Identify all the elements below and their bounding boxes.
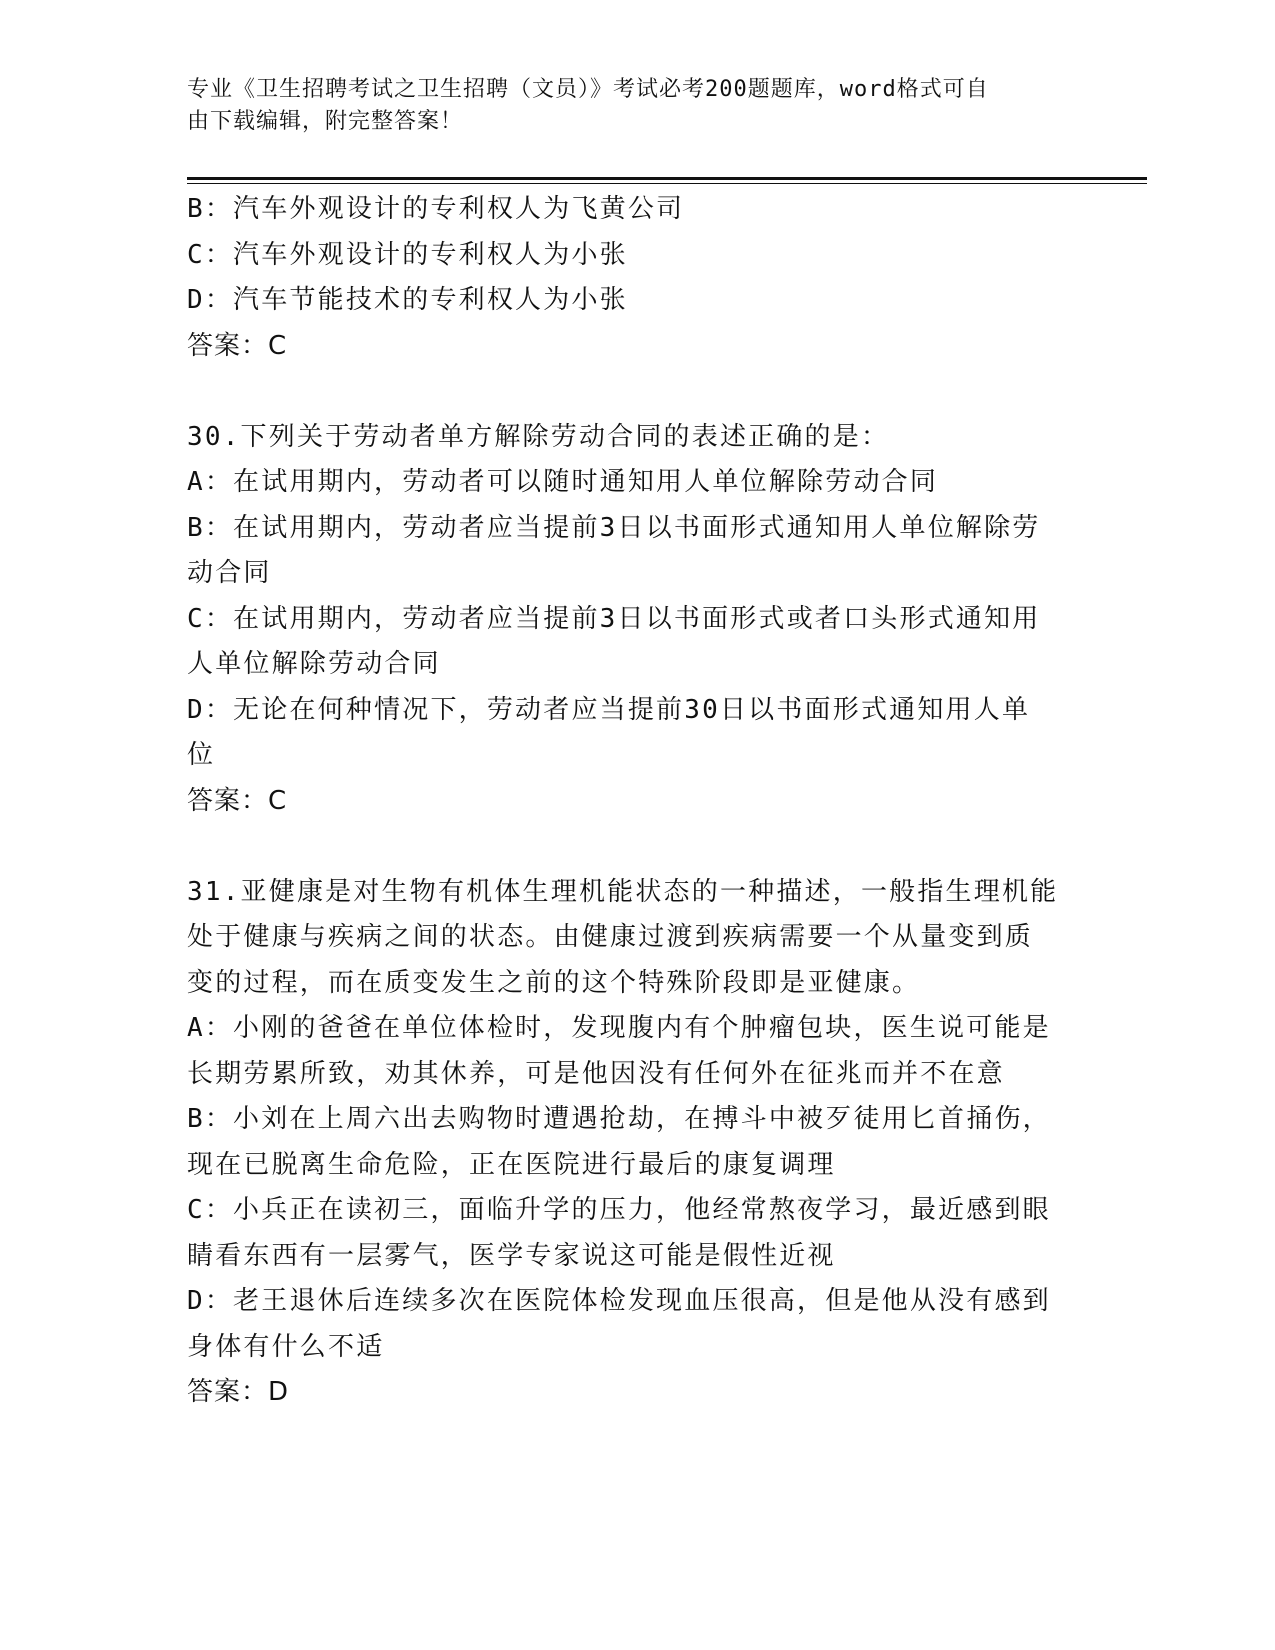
header-line: 专业《卫生招聘考试之卫生招聘（文员）》考试必考200题题库，word格式可自 xyxy=(187,77,989,102)
question-stem: 31.亚健康是对生物有机体生理机能状态的一种描述，一般指生理机能 xyxy=(187,876,1059,907)
option-b-cont: 现在已脱离生命危险，正在医院进行最后的康复调理 xyxy=(187,1149,836,1180)
option-a: A：在试用期内，劳动者可以随时通知用人单位解除劳动合同 xyxy=(187,467,939,497)
spacer xyxy=(187,369,1067,415)
spacer xyxy=(187,824,1067,870)
option-c-cont: 睛看东西有一层雾气，医学专家说这可能是假性近视 xyxy=(187,1240,836,1271)
document-body xyxy=(187,187,1067,1416)
page-header xyxy=(187,74,1067,138)
question-stem-cont: 处于健康与疾病之间的状态。由健康过渡到疾病需要一个从量变到质 xyxy=(187,922,1034,952)
option-c: C：汽车外观设计的专利权人为小张 xyxy=(187,239,628,270)
option-b: B：小刘在上周六出去购物时遭遇抢劫，在搏斗中被歹徒用匕首捅伤， xyxy=(187,1104,1051,1134)
question-stem: 30.下列关于劳动者单方解除劳动合同的表述正确的是： xyxy=(187,421,890,452)
question-30 xyxy=(187,415,1067,825)
option-c: C：在试用期内，劳动者应当提前3日以书面形式或者口头形式通知用 xyxy=(187,603,1041,634)
answer-line: 答案：C xyxy=(187,785,288,816)
option-c-cont: 人单位解除劳动合同 xyxy=(187,649,441,679)
option-d: D：老王退休后连续多次在医院体检发现血压很高，但是他从没有感到 xyxy=(187,1286,1051,1316)
option-d-cont: 身体有什么不适 xyxy=(187,1331,385,1362)
header-divider-thin xyxy=(187,183,1147,184)
answer-line: 答案：C xyxy=(187,330,288,361)
answer-line: 答案：D xyxy=(187,1377,290,1407)
option-b-cont: 动合同 xyxy=(187,558,272,588)
question-stem-cont: 变的过程，而在质变发生之前的这个特殊阶段即是亚健康。 xyxy=(187,967,921,998)
question-29-tail xyxy=(187,187,1067,369)
question-31 xyxy=(187,870,1067,1416)
option-d: D：无论在何种情况下，劳动者应当提前30日以书面形式通知用人单 xyxy=(187,694,1031,725)
option-b: B：汽车外观设计的专利权人为飞黄公司 xyxy=(187,194,685,224)
option-d-cont: 位 xyxy=(187,740,216,770)
header-divider xyxy=(187,177,1147,180)
option-d: D：汽车节能技术的专利权人为小张 xyxy=(187,285,628,315)
option-a-cont: 长期劳累所致，劝其休养，可是他因没有任何外在征兆而并不在意 xyxy=(187,1058,1005,1089)
option-a: A：小刚的爸爸在单位体检时，发现腹内有个肿瘤包块，医生说可能是 xyxy=(187,1013,1051,1043)
header-line: 由下载编辑，附完整答案！ xyxy=(187,109,464,134)
option-b: B：在试用期内，劳动者应当提前3日以书面形式通知用人单位解除劳 xyxy=(187,512,1041,543)
option-c: C：小兵正在读初三，面临升学的压力，他经常熬夜学习，最近感到眼 xyxy=(187,1195,1051,1225)
